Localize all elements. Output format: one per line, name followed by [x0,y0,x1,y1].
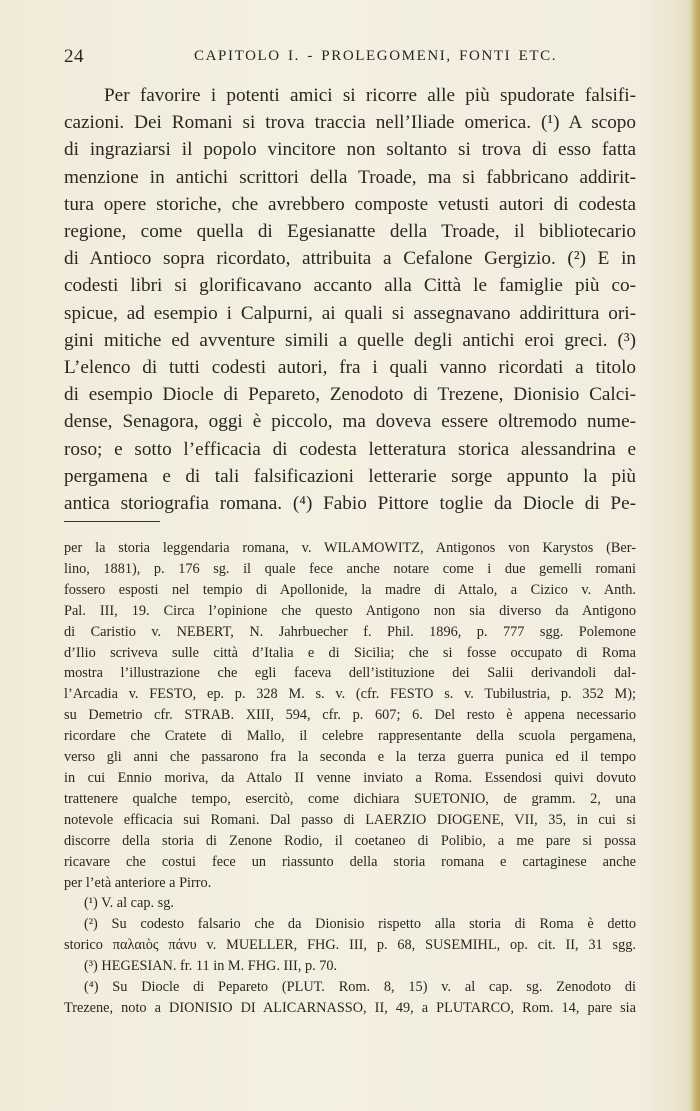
footnote-line: per l’età anteriore a Pirro. [64,874,212,891]
text-line: di Antioco sopra ricordato, attribuita a Cefalone Gergizio. (²) E in [64,248,636,270]
footnote-line: fossero esposti nel tempio di Apollonide, la madre di Attalo, a Cizico v. Anth. [64,581,636,598]
footnote-line: ricordare che Cratete di Mallo, il celebre rappresentante della scuola pergamena, [64,728,636,745]
text-line: tura opere storiche, che avrebbero composte vetusti autori di codesta [64,193,636,215]
footnote-line: discorre della storia di Zenone Rodio, il coetaneo di Polibio, a me pare si possa [64,832,636,849]
text-line: pergamena e di tali falsificazioni letterarie sorge appunto la più [64,465,636,487]
page-number: 24 [64,46,84,67]
running-head: CAPITOLO I. - PROLEGOMENI, FONTI ETC. [194,48,558,64]
footnote-4-line: (⁴) Su Diocle di Pepareto (PLUT. Rom. 8, 15) v. al cap. sg. Zenodoto di [84,979,636,996]
page-header [64,46,638,70]
text-line: menzione in antichi scrittori della Troade, ma si fabbricano addirit- [64,166,636,188]
footnote-line: lino, 1881), p. 176 sg. il quale fece anche notare come i due gemelli romani [64,560,636,577]
footnote-line: verso gli anni che passarono fra la seconda e la terza guerra punica ed il tempo [64,749,636,766]
footnote-line: mostra l’illustrazione che egli faceva dell’istituzione dei Salii derivandoli dal- [64,665,636,682]
footnote-line: notevole efficacia sui Romani. Dal passo di LAERZIO DIOGENE, VII, 35, in cui si [64,811,636,828]
footnote-line: Pal. III, 19. Circa l’opinione che questo Antigono non sia diverso da Antigono [64,602,636,619]
footnote-2-line: (²) Su codesto falsario che da Dionisio rispetto alla storia di Roma è detto [84,916,636,933]
main-text [64,82,636,517]
footnote-3: (³) HEGESIAN. fr. 11 in M. FHG. III, p. 70. [84,958,338,975]
text-line: antica storiografia romana. (⁴) Fabio Pittore toglie da Diocle di Pe- [64,493,636,515]
page-edge-shadow [690,0,700,1111]
footnote-1: (¹) V. al cap. sg. [84,895,174,912]
footnote-line: su Demetrio cfr. STRAB. XIII, 594, cfr. p. 607; 6. Del resto è appena necessario [64,707,636,724]
footnote-line: trattenere qualche tempo, esercitò, come dichiara SUETONIO, de gramm. 2, una [64,790,636,807]
text-line: L’elenco di tutti codesti autori, fra i quali vanno ricordati a titolo [64,357,636,379]
footnote-line: l’Arcadia v. FESTO, ep. p. 328 M. s. v. (cfr. FESTO s. v. Tubilustria, p. 352 M); [64,686,636,703]
footnote-2-line: storico παλαιὸς πάνυ v. MUELLER, FHG. III, p. 68, SUSEMIHL, op. cit. II, 31 sgg. [64,937,636,954]
footnote-4-line: Trezene, noto a DIONISIO DI ALICARNASSO, II, 49, a PLUTARCO, Rom. 14, pare sia [64,999,636,1016]
text-line: regione, come quella di Egesianatte della Troade, il bibliotecario [64,221,636,243]
text-line: gini mitiche ed avventure simili a quelle degli antichi eroi greci. (³) [64,329,636,351]
text-line: dense, Senagora, oggi è piccolo, ma doveva essere oltremodo nume- [64,411,636,433]
footnote-line: per la storia leggendaria romana, v. WILAMOWITZ, Antigonos von Karystos (Ber- [64,540,636,556]
footnote-line: in cui Ennio moriva, da Attalo II venne inviato a Roma. Essendosi quivi dovuto [64,769,636,786]
text-line: Per favorire i potenti amici si ricorre alle più spudorate falsifi- [104,85,636,106]
footnote-line: di Caristio v. NEBERT, N. Jahrbuecher f. Phil. 1896, p. 777 sgg. Polemone [64,623,636,640]
text-line: cazioni. Dei Romani si trova traccia nell’Iliade omerica. (¹) A scopo [64,112,636,134]
footnote-line: d’Ilio scriveva sulle città d’Italia e di Sicilia; che si fosse occupato di Roma [64,644,636,661]
text-line: roso; e sotto l’efficacia di codesta letteratura storica alessandrina e [64,438,636,460]
footnotes [64,538,636,1019]
footnote-line: ricavare che costui fece un riassunto della storia romana e cartaginese anche [64,853,636,870]
footnote-separator [64,521,160,522]
text-line: codesti libri si glorificavano accanto alla Città le famiglie più co- [64,275,636,297]
text-line: di esempio Diocle di Pepareto, Zenodoto di Trezene, Dionisio Calci- [64,384,636,406]
text-line: di ingraziarsi il popolo vincitore non soltanto si trova di esso fatta [64,139,636,161]
text-line: spicue, ad esempio i Calpurni, ai quali si assegnavano addirittura ori- [64,302,636,324]
